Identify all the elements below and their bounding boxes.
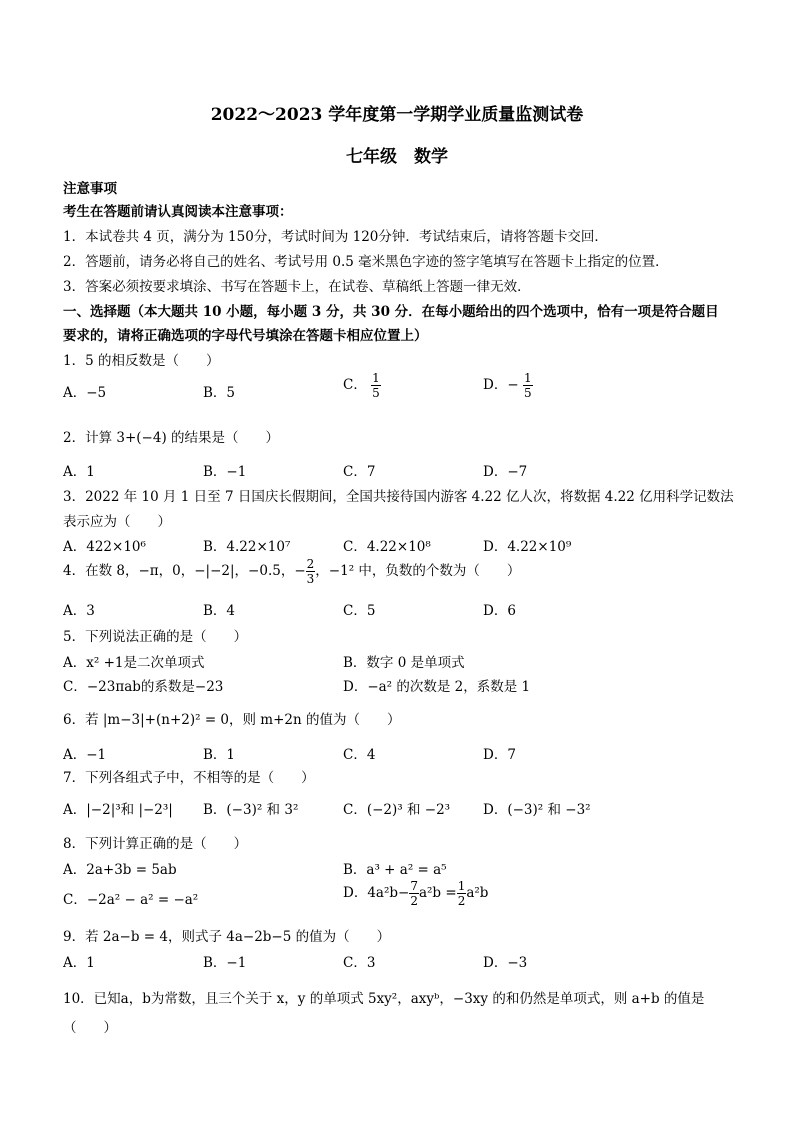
q6-stem: 6．若 |m−3|+(n+2)² = 0，则 m+2n 的值为（ ） [63, 712, 401, 728]
q8-d-mid: a²b = [418, 885, 457, 901]
q3-option-a: A．422×10⁶ [63, 539, 146, 555]
q4-stem-pre: 4．在数 8，−π，0，−|−2|，−0.5，− [63, 563, 306, 579]
q8-d-num-2: 1 [457, 879, 466, 893]
q6-option-b: B．1 [203, 747, 236, 763]
q1-d-denominator: 5 [523, 386, 532, 400]
q1-option-c-label: C． [343, 377, 367, 393]
q10-stem-line2: （ ） [63, 1020, 117, 1036]
q8-d-pre: D．4a²b− [343, 885, 410, 901]
q8-stem: 8．下列计算正确的是（ ） [63, 836, 248, 852]
q1-option-b: B．5 [203, 385, 236, 401]
q5-option-d: D．−a² 的次数是 2，系数是 1 [343, 679, 531, 695]
q1-stem: 1．5 的相反数是（ ） [63, 353, 220, 369]
q4-fraction [306, 558, 316, 585]
q1-option-c-fraction [371, 372, 381, 399]
q8-option-b: B．a³ + a² = a⁵ [343, 862, 447, 878]
q9-option-c: C．3 [343, 955, 376, 971]
q9-option-d: D．−3 [483, 955, 528, 971]
q4-denominator: 3 [306, 572, 315, 586]
q3-option-d: D．4.22×10⁹ [483, 539, 572, 555]
section-heading-line1: 一、选择题（本大题共 10 小题，每小题 3 分，共 30 分．在每小题给出的四个选项中，恰有一项是符合题目 [63, 304, 719, 320]
q4-option-d: D．6 [483, 603, 516, 619]
q4-stem [63, 558, 520, 585]
q2-stem: 2．计算 3+(−4) 的结果是（ ） [63, 430, 280, 446]
q6-option-a: A．−1 [63, 747, 107, 763]
q4-option-b: B．4 [203, 603, 236, 619]
q4-option-a: A．3 [63, 603, 95, 619]
q1-option-a: A．−5 [63, 385, 107, 401]
q8-option-a: A．2a+3b = 5ab [63, 862, 177, 878]
q10-stem-line1: 10．已知a，b为常数，且三个关于 x，y 的单项式 5xy²，axyᵇ，−3xy 的和仍然是单项式，则 a+b 的值是 [63, 991, 705, 1007]
q4-stem-post: ，−1² 中，负数的个数为（ ） [315, 563, 521, 579]
q1-d-numerator: 1 [523, 371, 532, 385]
notes-heading: 注意事项 [63, 181, 117, 197]
exam-title: 2022～2023 学年度第一学期学业质量监测试卷 [210, 105, 584, 125]
q3-option-c: C．4.22×10⁸ [343, 539, 431, 555]
q1-option-d-label: D．− [483, 377, 519, 393]
exam-subtitle: 七年级 数学 [346, 147, 448, 167]
q8-d-den-2: 2 [457, 894, 466, 908]
q4-option-c: C．5 [343, 603, 376, 619]
section-heading-line2: 要求的，请将正确选项的字母代号填涂在答题卡相应位置上） [63, 328, 428, 344]
q4-numerator: 2 [306, 557, 315, 571]
q7-option-b: B．(−3)² 和 3² [203, 802, 299, 818]
q1-option-d-fraction [523, 372, 533, 399]
q5-option-a: A．x² +1是二次单项式 [63, 655, 205, 671]
q2-option-d: D．−7 [483, 464, 528, 480]
q7-stem: 7．下列各组式子中，不相等的是（ ） [63, 770, 315, 786]
q7-option-d: D．(−3)² 和 −3² [483, 802, 591, 818]
q9-option-a: A．1 [63, 955, 95, 971]
q1-option-c [343, 372, 381, 399]
q8-d-num-1: 7 [410, 879, 418, 893]
q9-option-b: B．−1 [203, 955, 247, 971]
q1-c-numerator: 1 [372, 371, 380, 385]
q7-option-a: A．|−2|³和 |−2³| [63, 802, 173, 818]
q7-option-c: C．(−2)³ 和 −2³ [343, 802, 451, 818]
q8-option-c: C．−2a² − a² = −a² [63, 892, 199, 908]
notes-item-2: 2．答题前，请务必将自己的姓名、考试号用 0.5 毫米黑色字迹的签字笔填写在答题卡上指定的位置． [63, 254, 669, 270]
q8-d-fraction-2 [457, 880, 467, 907]
notes-item-1: 1．本试卷共 4 页，满分为 150分，考试时间为 120分钟．考试结束后，请将答题卡交回． [63, 229, 608, 245]
q6-option-c: C．4 [343, 747, 376, 763]
q3-option-b: B．4.22×10⁷ [203, 539, 291, 555]
q2-option-a: A．1 [63, 464, 95, 480]
q9-stem: 9．若 2a−b = 4，则式子 4a−2b−5 的值为（ ） [63, 929, 391, 945]
q8-option-d [343, 880, 488, 907]
q3-stem-line2: 表示应为（ ） [63, 514, 171, 530]
q8-d-post: a²b [466, 885, 489, 901]
q6-option-d: D．7 [483, 747, 516, 763]
q5-stem: 5．下列说法正确的是（ ） [63, 629, 248, 645]
q2-option-c: C．7 [343, 464, 376, 480]
notes-intro: 考生在答题前请认真阅读本注意事项： [63, 204, 293, 220]
q1-c-denominator: 5 [372, 386, 380, 400]
q8-d-den-1: 2 [410, 894, 418, 908]
q3-stem-line1: 3．2022 年 10 月 1 日至 7 日国庆长假期间，全国共接待国内游客 4.22 亿人次，将数据 4.22 亿用科学记数法 [63, 489, 734, 505]
q2-option-b: B．−1 [203, 464, 247, 480]
q5-option-b: B．数字 0 是单项式 [343, 655, 465, 671]
q5-option-c: C．−23πab的系数是−23 [63, 679, 224, 695]
q8-d-fraction-1 [409, 880, 419, 907]
q1-option-d [483, 372, 533, 399]
notes-item-3: 3．答案必须按要求填涂、书写在答题卡上，在试卷、草稿纸上答题一律无效． [63, 279, 531, 295]
